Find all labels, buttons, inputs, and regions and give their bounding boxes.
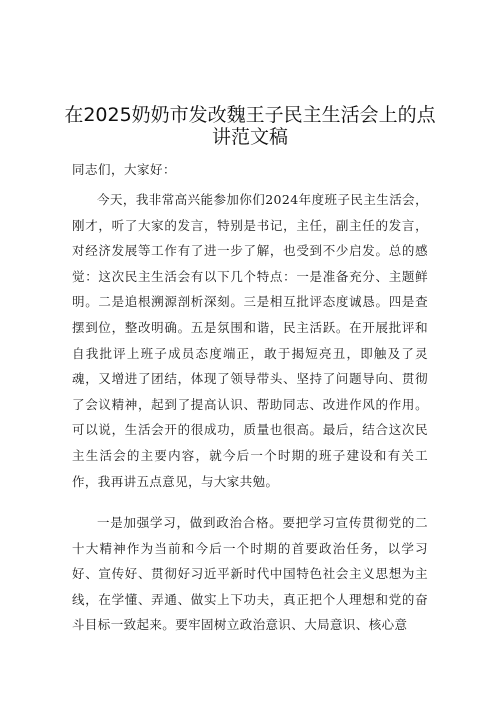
salutation: 同志们，大家好： [72,162,177,177]
body-paragraph-2: 一是加强学习，做到政治合格。要把学习宣传贯彻党的二十大精神作为当前和今后一个时期的首要政治任务，以学习好、宣传好、贯彻好习近平新时代中国特色社会主义思想为主线，在学懂、弄通、做实上下功夫，真正把个人理想和党的奋斗目标一致起来。要牢固树立政治意识、大局意识、核心意 [72,515,428,633]
document-title-line-2: 讲范文稿 [211,126,288,148]
document-title-line-1: 在2025奶奶市发改魏王子民主生活会上的点 [64,104,436,126]
body-paragraph-1: 今天，我非常高兴能参加你们2024年度班子民主生活会，刚才，听了大家的发言，特别是书记，主任，副主任的发言，对经济发展等工作有了进一步了解，也受到不少启发。总的感觉：这次民主生活会有以下几个特点：一是准备充分、主题鲜明。二是追根溯源剖析深刻。三是相互批评态度诚恳。四是查摆到位，整改明确。五是氛围和谐，民主活跃。在开展批评和自我批评上班子成员态度端正，敢于揭短亮丑，即触及了灵魂，又增进了团结，体现了领导带头、坚持了问题导向、贯彻了会议精神，起到了提高认识、帮助同志、改进作风的作用。可以说，生活会开的很成功，质量也很高。最后，结合这次民主生活会的主要内容，就今后一个时期的班子建设和有关工作，我再讲五点意见，与大家共勉。 [72,192,428,489]
